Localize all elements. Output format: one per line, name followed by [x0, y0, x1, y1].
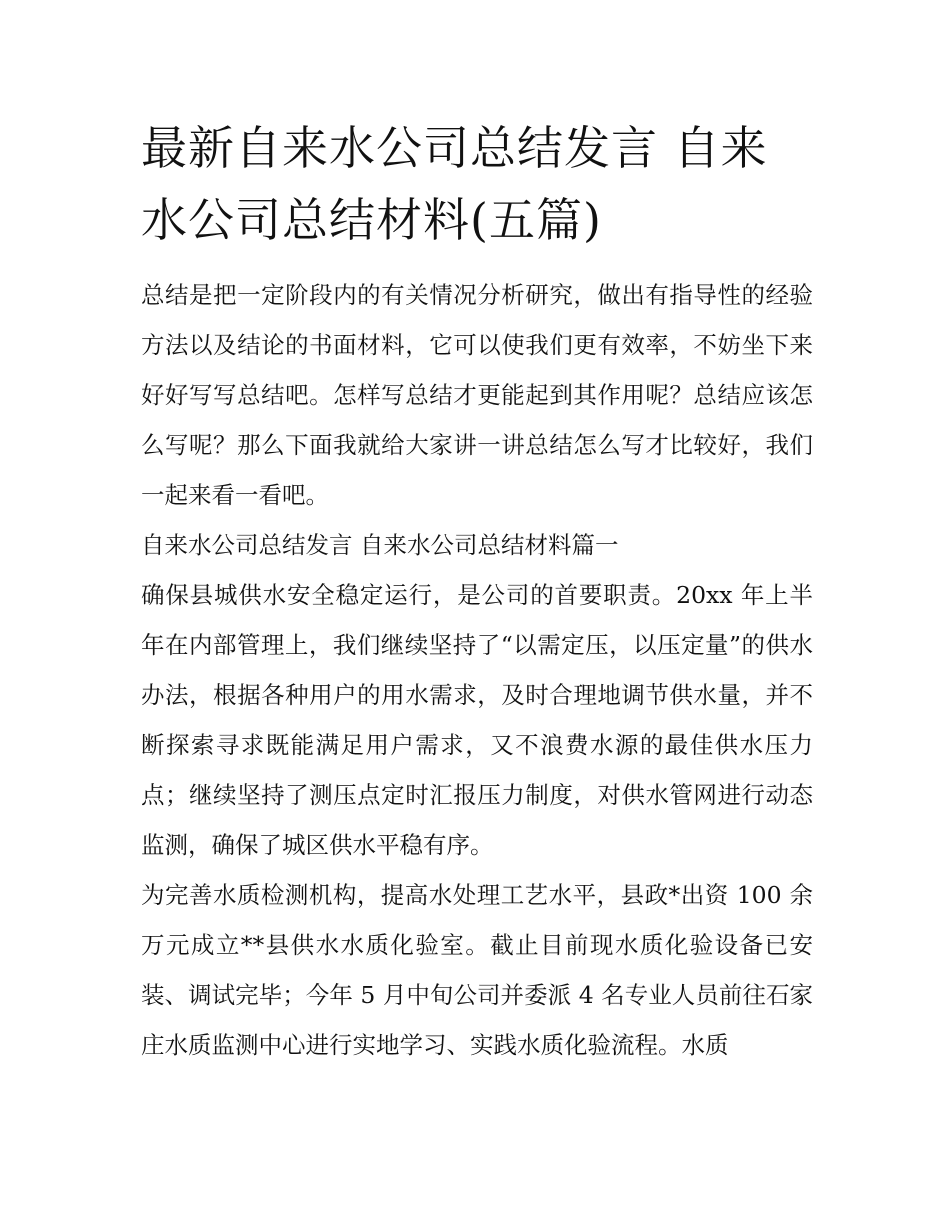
section-heading: 自来水公司总结发言 自来水公司总结材料篇一	[141, 531, 619, 559]
body-paragraph-2: 为完善水质检测机构，提高水处理工艺水平，县政*出资 100 余万元成立**县供水水质化验室。截止目前现水质化验设备已安装、调试完毕；今年 5 月中旬公司并委派 4 名专业人员前往石家庄水质监测中心进行实地学习、实践水质化验流程。水质	[141, 881, 813, 1059]
intro-paragraph: 总结是把一定阶段内的有关情况分析研究，做出有指导性的经验方法以及结论的书面材料，它可以使我们更有效率，不妨坐下来好好写写总结吧。怎样写总结才更能起到其作用呢？总结应该怎么写呢？那么下面我就给大家讲一讲总结怎么写才比较好，我们一起来看一看吧。	[141, 281, 813, 509]
body-paragraph-1: 确保县城供水安全稳定运行，是公司的首要职责。20xx 年上半年在内部管理上，我们继续坚持了“以需定压，以压定量”的供水办法，根据各种用户的用水需求，及时合理地调节供水量，并不断探索寻求既能满足用户需求，又不浪费水源的最佳供水压力点；继续坚持了测压点定时汇报压力制度，对供水管网进行动态监测，确保了城区供水平稳有序。	[141, 581, 813, 859]
document-title: 最新自来水公司总结发言 自来水公司总结材料(五篇)	[141, 121, 768, 247]
document-page	[141, 112, 813, 1070]
